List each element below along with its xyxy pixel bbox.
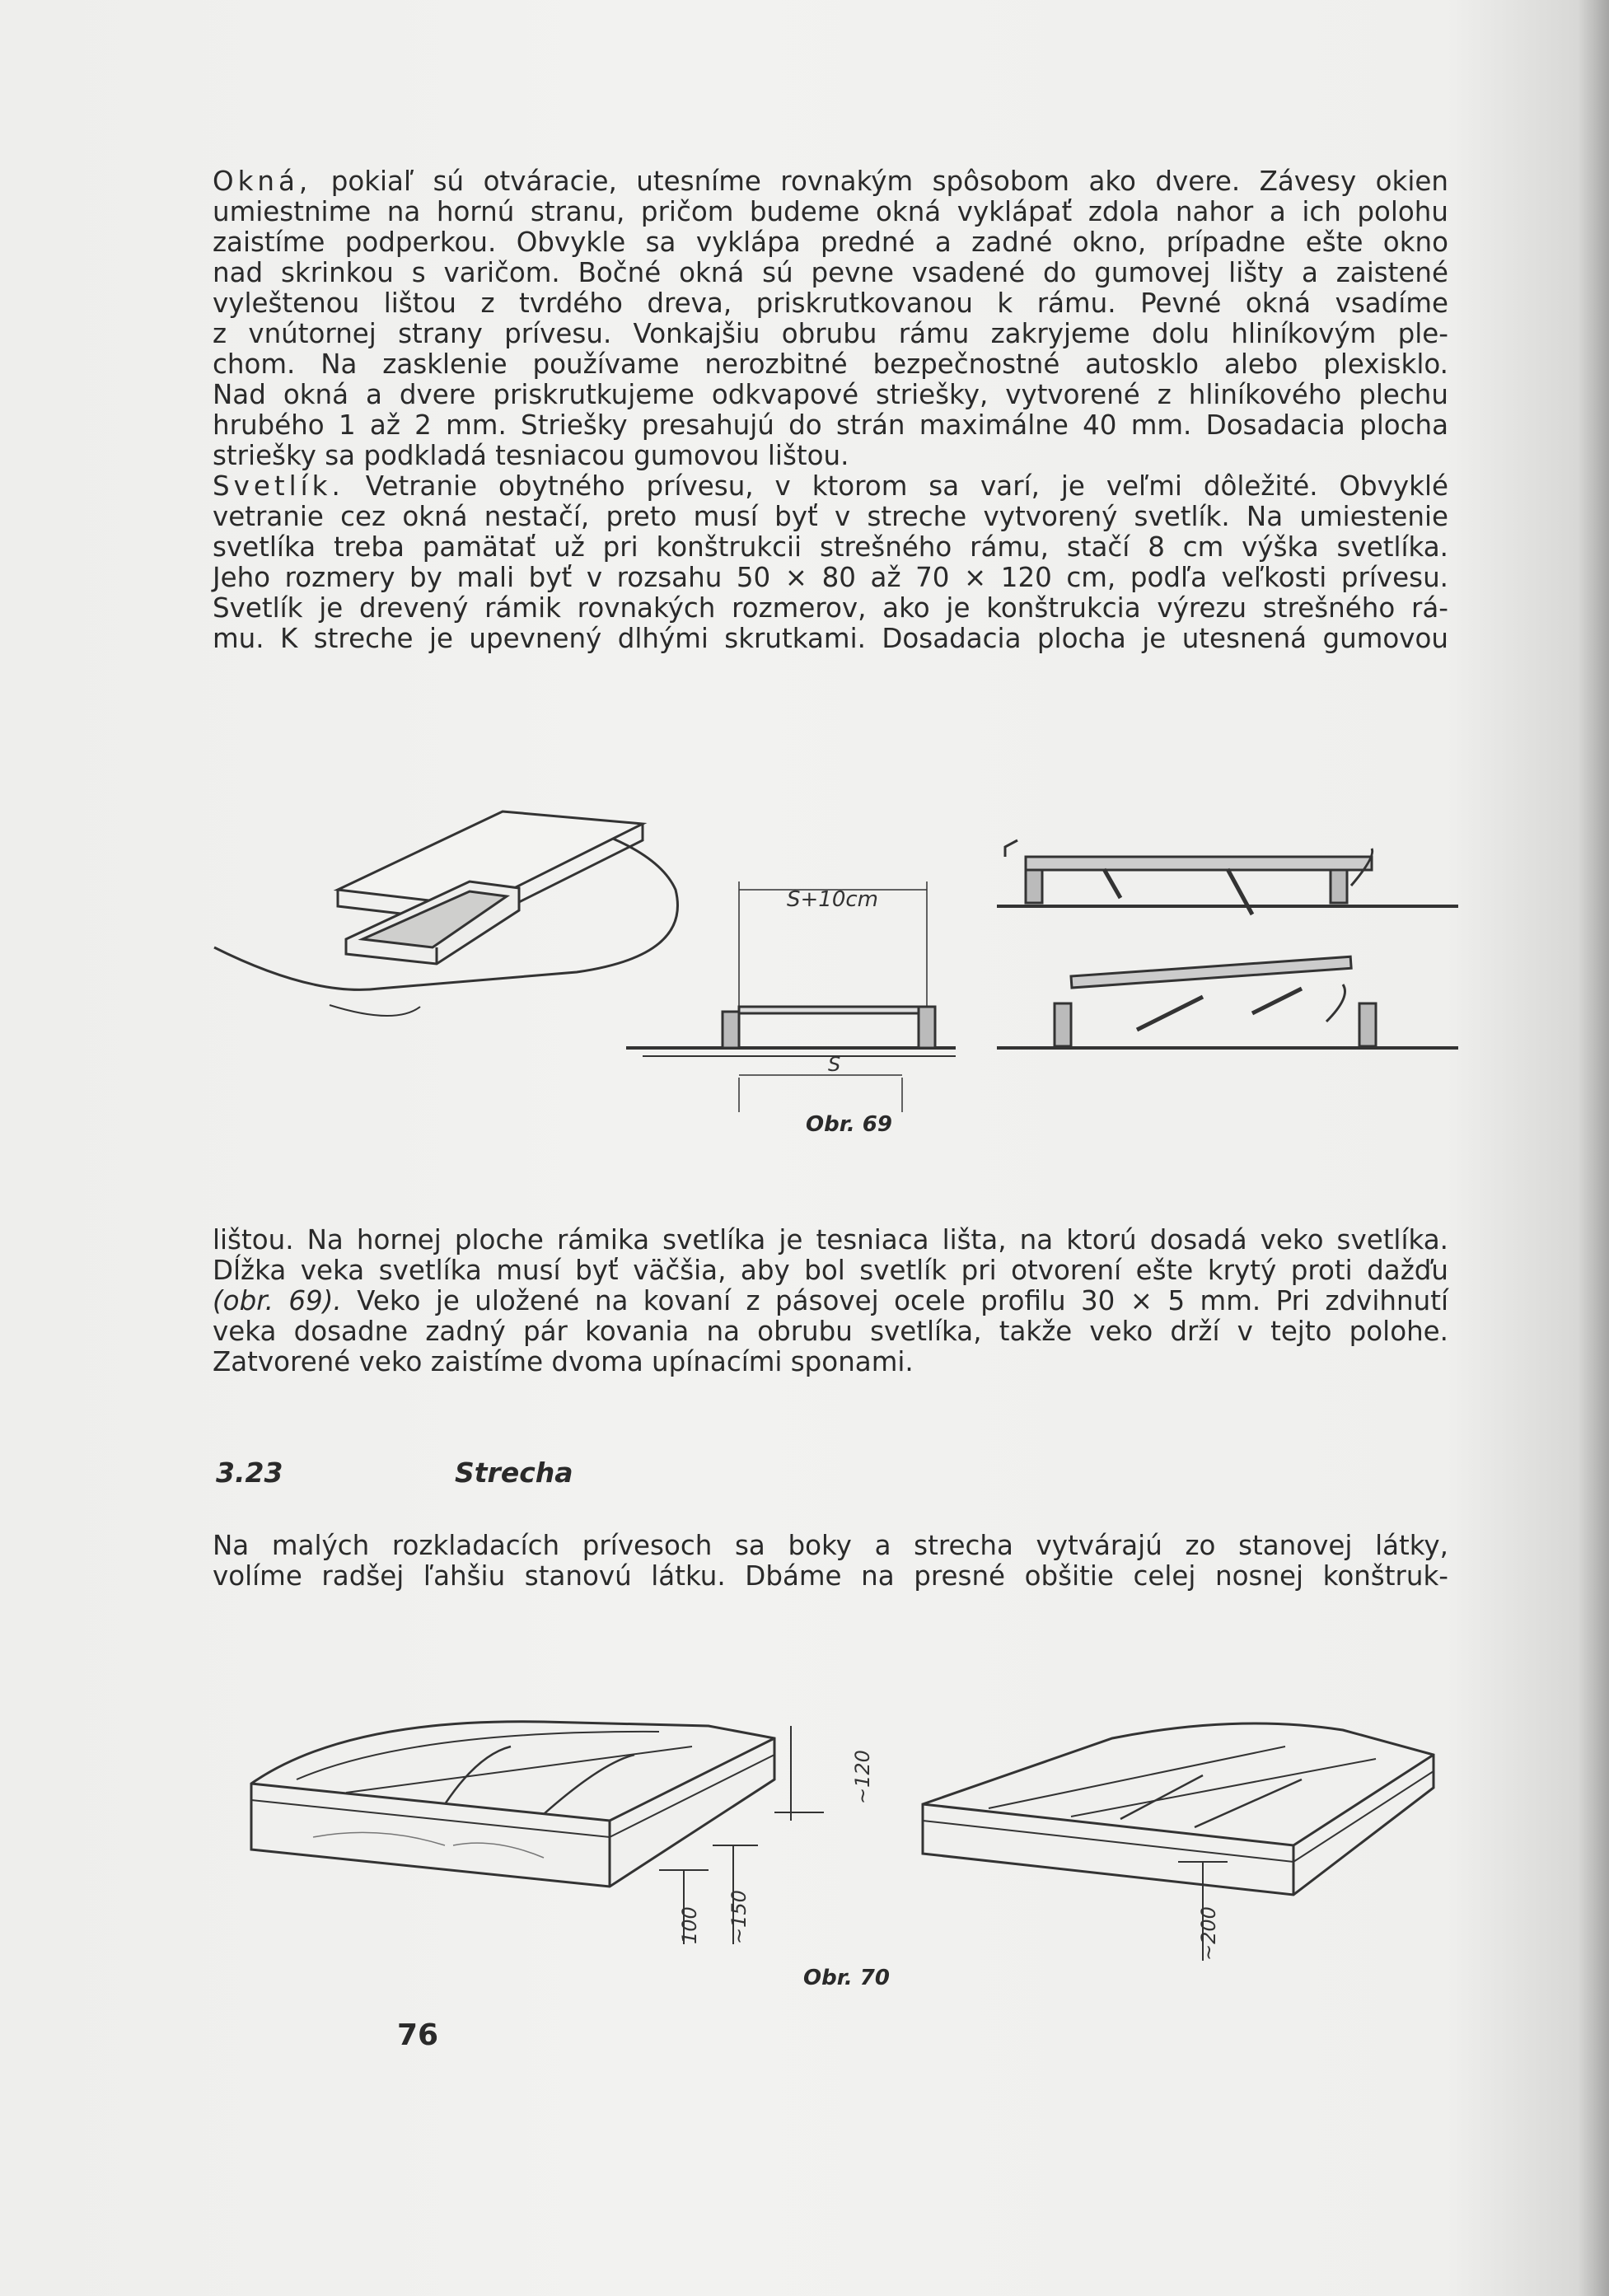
figure-70-caption: Obr. 70 [803,1966,890,1990]
text-line: Svetlík je drevený rámik rovnakých rozmerov, ako je konštrukcia výrezu strešného rá- [213,592,1448,624]
fig69-s-label: S [828,1053,841,1076]
text-line: Na malých rozkladacích prívesoch sa boky a strecha vytvárajú zo stanovej látky, [213,1530,1448,1561]
text-line: Jeho rozmery by mali byť v rozsahu 50 × 80 až 70 × 120 cm, podľa veľkosti prívesu. [213,562,1448,593]
text-line: (obr. 69). Veko je uložené na kovaní z pásovej ocele profilu 30 × 5 mm. Pri zdvihnutí [213,1285,1448,1316]
text-line: z vnútornej strany prívesu. Vonkajšiu obrubu rámu zakryjeme dolu hliníkovým ple- [213,318,1448,349]
fig70-dim-120: ~120 [851,1750,874,1804]
text-line: Dĺžka veka svetlíka musí byť väčšia, aby bol svetlík pri otvorení ešte krytý proti dažďu [213,1255,1448,1286]
text-line: chom. Na zasklenie používame nerozbitné bezpečnostné autosklo alebo plexisklo. [213,348,1448,380]
text-line: vyleštenou lištou z tvrdého dreva, priskrutkovanou k rámu. Pevné okná vsadíme [213,288,1448,319]
page-edge-shadow [1578,0,1609,2296]
paragraph-windows [213,166,1448,471]
section-number: 3.23 [216,1457,283,1489]
paragraph-skylight [213,471,1448,654]
text-line: hrubého 1 až 2 mm. Striešky presahujú do strán maximálne 40 mm. Dosadacia plocha [213,409,1448,441]
section-title: Strecha [455,1457,573,1489]
fig70-dim-200: ~200 [1197,1906,1220,1961]
text-line: Okná, pokiaľ sú otváracie, utesníme rovnakým spôsobom ako dvere. Závesy okien [213,166,1448,197]
text-line: mu. K streche je upevnený dlhými skrutkami. Dosadacia plocha je utesnená gumovou [213,623,1448,654]
text-line: nad skrinkou s varičom. Bočné okná sú pevne vsadené do gumovej lišty a zaistené [213,257,1448,288]
figure-69-caption: Obr. 69 [806,1112,892,1137]
figure-70 [247,1681,1442,1994]
text-line: striešky sa podkladá tesniacou gumovou lištou. [213,440,849,471]
text-line: vetranie cez okná nestačí, preto musí byť v streche vytvorený svetlík. Na umiestenie [213,501,1448,532]
fig70-dim-100: 100 [678,1906,701,1944]
fig69-width-label: S+10cm [787,887,878,912]
text-line: umiestnime na hornú stranu, pričom budeme okná vyklápať zdola nahor a ich polohu [213,196,1448,227]
text-line: volíme radšej ľahšiu stanovú látku. Dbáme na presné obšitie celej nosnej konštruk- [213,1560,1448,1592]
paragraph-skylight-lid [213,1225,1448,1377]
figure-reference: (obr. 69). [213,1285,342,1316]
paragraph-roof [213,1531,1448,1592]
text-line: svetlíka treba pamätať už pri konštrukcii strešného rámu, stačí 8 cm výška svetlíka. [213,531,1448,563]
text-line: Svetlík. Vetranie obytného prívesu, v ktorom sa varí, je veľmi dôležité. Obvyklé [213,470,1448,502]
text-line: zaistíme podperkou. Obvykle sa vyklápa predné a zadné okno, prípadne ešte okno [213,227,1448,258]
text-line: Nad okná a dvere priskrutkujeme odkvapové striešky, vytvorené z hliníkového plechu [213,379,1448,410]
figure-69 [231,791,1466,1137]
page-number: 76 [397,2018,439,2052]
text-line: veka dosadne zadný pár kovania na obrubu svetlíka, takže veko drží v tejto polohe. [213,1316,1448,1347]
section-heading [216,1457,573,1489]
fig70-dim-150: ~150 [727,1890,751,1944]
text-line: Zatvorené veko zaistíme dvoma upínacími sponami. [213,1346,914,1377]
text-line: lištou. Na hornej ploche rámika svetlíka je tesniaca lišta, na ktorú dosadá veko svetlíka. [213,1224,1448,1256]
